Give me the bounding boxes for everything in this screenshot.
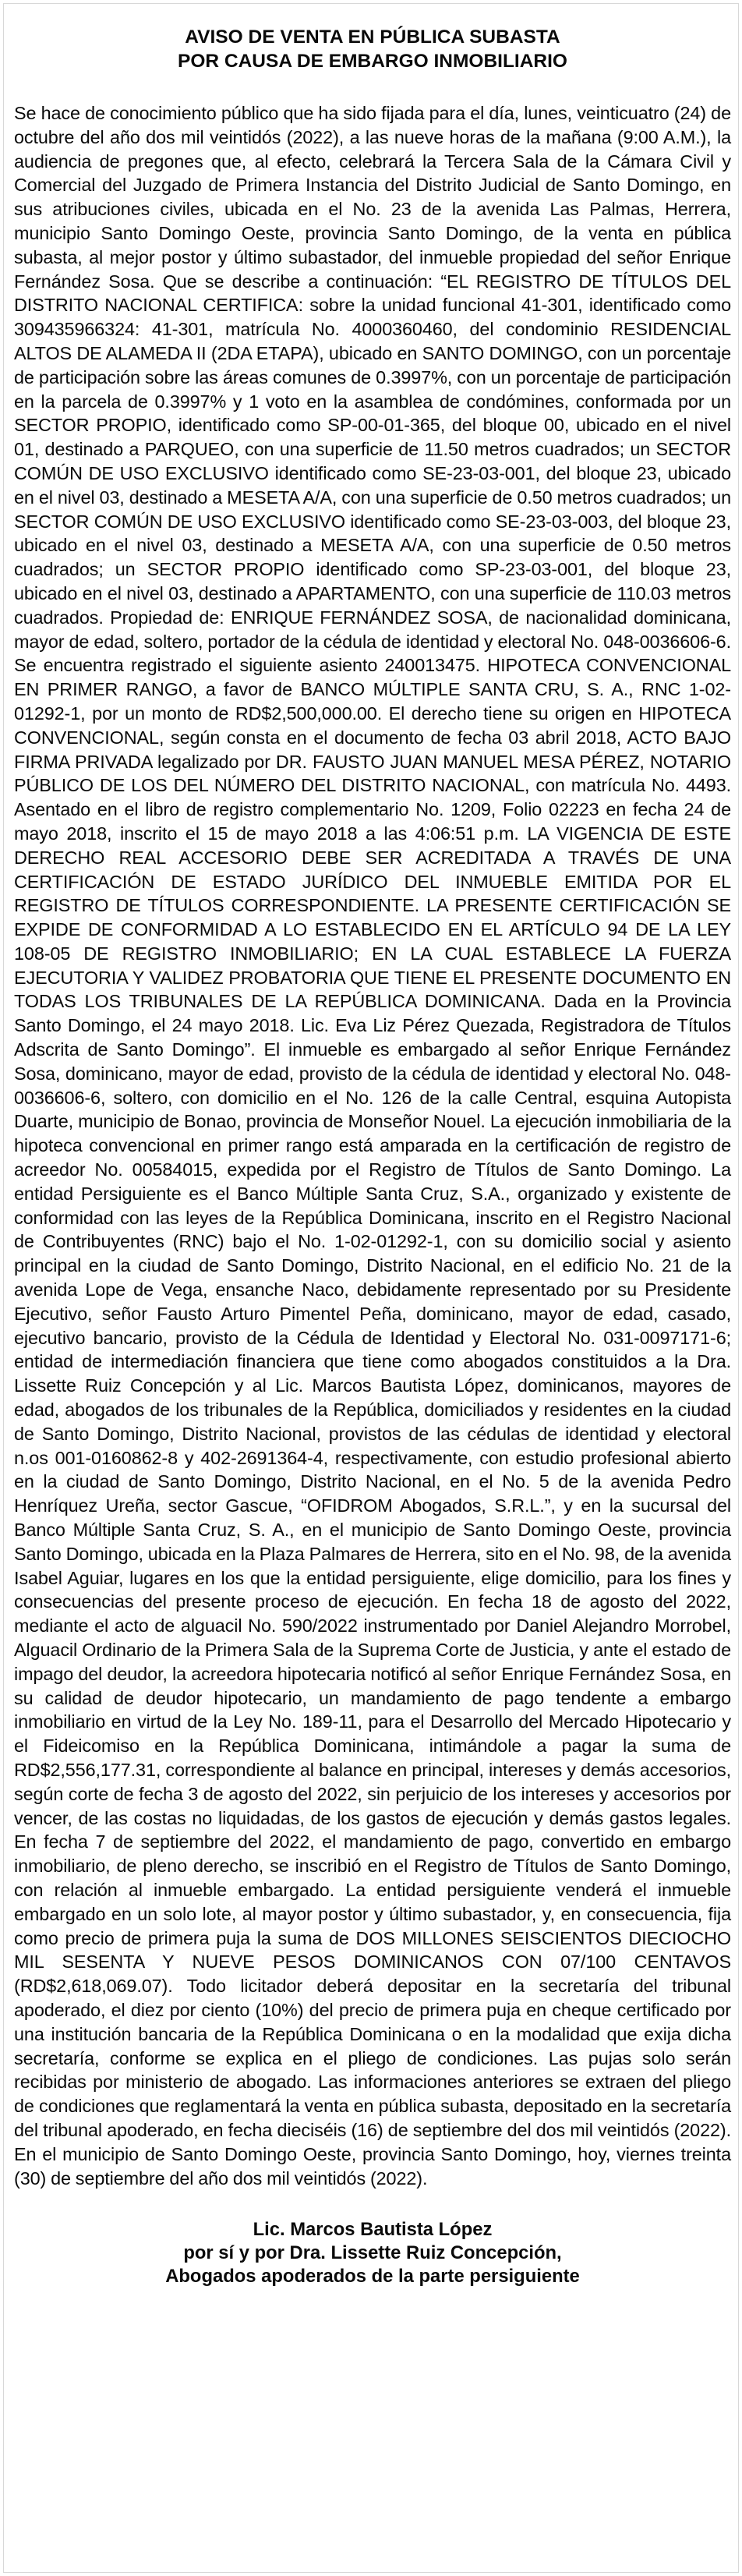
signature-block [14,2218,731,2288]
notice-body: Se hace de conocimiento público que ha sido fijada para el día, lunes, veinticuatro (24) de octubre del año dos mil veintidós (2022), a las nueve horas de la mañana (9:00 A.M.), la audiencia de pregones que, al efecto, celebrará la Tercera Sala de la Cámara Civil y Comercial del Juzgado de Primera Instancia del Distrito Judicial de Santo Domingo, en sus atribuciones civiles, ubicada en el No. 23 de la avenida Las Palmas, Herrera, municipio Santo Domingo Oeste, provincia Santo Domingo, de la venta en pública subasta, al mejor postor y último subastador, del inmueble propiedad del señor Enrique Fernández Sosa. Que se describe a continuación: “EL REGISTRO DE TÍTULOS DEL DISTRITO NACIONAL CERTIFICA: sobre la unidad funcional 41-301, identificado como 309435966324: 41-301, matrícula No. 4000360460, del condominio RESIDENCIAL ALTOS DE ALAMEDA II (2DA ETAPA), ubicado en SANTO DOMINGO, con un porcentaje de participación sobre las áreas comunes de 0.3997%, con un porcentaje de participación en la parcela de 0.3997% y 1 voto en la asamblea de condómines, conformada por un SECTOR PROPIO, identificado como SP-00-01-365, del bloque 00, ubicado en el nivel 01, destinado a PARQUEO, con una superficie de 11.50 metros cuadrados; un SECTOR COMÚN DE USO EXCLUSIVO identificado como SE-23-03-001, del bloque 23, ubicado en el nivel 03, destinado a MESETA A/A, con una superficie de 0.50 metros cuadrados; un SECTOR COMÚN DE USO EXCLUSIVO identificado como SE-23-03-003, del bloque 23, ubicado en el nivel 03, destinado a MESETA A/A, con una superficie de 0.50 metros cuadrados; un SECTOR PROPIO identificado como SP-23-03-001, del bloque 23, ubicado en el nivel 03, destinado a APARTAMENTO, con una superficie de 110.03 metros cuadrados. Propiedad de: ENRIQUE FERNÁNDEZ SOSA, de nacionalidad dominicana, mayor de edad, soltero, portador de la cédula de identidad y electoral No. 048-0036606-6. Se encuentra registrado el siguiente asiento 240013475. HIPOTECA CONVENCIONAL EN PRIMER RANGO, a favor de BANCO MÚLTIPLE SANTA CRU, S. A., RNC 1-02-01292-1, por un monto de RD$2,500,000.00. El derecho tiene su origen en HIPOTECA CONVENCIONAL, según consta en el documento de fecha 03 abril 2018, ACTO BAJO FIRMA PRIVADA legalizado por DR. FAUSTO JUAN MANUEL MESA PÉREZ, NOTARIO PÚBLICO DE LOS DEL NÚMERO DEL DISTRITO NACIONAL, con matrícula No. 4493. Asentado en el libro de registro complementario No. 1209, Folio 02223 en fecha 24 de mayo 2018, inscrito el 15 de mayo 2018 a las 4:06:51 p.m. LA VIGENCIA DE ESTE DERECHO REAL ACCESORIO DEBE SER ACREDITADA A TRAVÉS DE UNA CERTIFICACIÓN DE ESTADO JURÍDICO DEL INMUEBLE EMITIDA POR EL REGISTRO DE TÍTULOS CORRESPONDIENTE. LA PRESENTE CERTIFICACIÓN SE EXPIDE DE CONFORMIDAD A LO ESTABLECIDO EN EL ARTÍCULO 94 DE LA LEY 108-05 DE REGISTRO INMOBILIARIO; EN LA CUAL ESTABLECE LA FUERZA EJECUTORIA Y VALIDEZ PROBATORIA QUE TIENE EL PRESENTE DOCUMENTO EN TODAS LOS TRIBUNALES DE LA REPÚBLICA DOMINICANA. Dada en la Provincia Santo Domingo, el 24 mayo 2018. Lic. Eva Liz Pérez Quezada, Registradora de Títulos Adscrita de Santo Domingo”. El inmueble es embargado al señor Enrique Fernández Sosa, dominicano, mayor de edad, provisto de la cédula de identidad y electoral No. 048-0036606-6, soltero, con domicilio en el No. 126 de la calle Central, esquina Autopista Duarte, municipio de Bonao, provincia de Monseñor Nouel. La ejecución inmobiliaria de la hipoteca convencional en primer rango está amparada en la certificación de registro de acreedor No. 00584015, expedida por el Registro de Títulos de Santo Domingo. La entidad Persiguiente es el Banco Múltiple Santa Cruz, S.A., organizado y existente de conformidad con las leyes de la República Dominicana, inscrito en el Registro Nacional de Contribuyentes (RNC) bajo el No. 1-02-01292-1, con su domicilio social y asiento principal en la ciudad de Santo Domingo, Distrito Nacional, en el edificio No. 21 de la avenida Lope de Vega, ensanche Naco, debidamente representado por su Presidente Ejecutivo, señor Fausto Arturo Pimentel Peña, dominicano, mayor de edad, casado, ejecutivo bancario, provisto de la Cédula de Identidad y Electoral No. 031-0097171-6; entidad de intermediación financiera que tiene como abogados constituidos a la Dra. Lissette Ruiz Concepción y al Lic. Marcos Bautista López, dominicanos, mayores de edad, abogados de los tribunales de la República, domiciliados y residentes en la ciudad de Santo Domingo, Distrito Nacional, provistos de las cédulas de identidad y electoral n.os 001-0160862-8 y 402-2691364-4, respectivamente, con estudio profesional abierto en la ciudad de Santo Domingo, Distrito Nacional, en el No. 5 de la avenida Pedro Henríquez Ureña, sector Gascue, “OFIDROM Abogados, S.R.L.”, y en la sucursal del Banco Múltiple Santa Cruz, S. A., en el municipio de Santo Domingo Oeste, provincia Santo Domingo, ubicada en la Plaza Palmares de Herrera, sito en el No. 98, de la avenida Isabel Aguiar, lugares en los que la entidad persiguiente, elige domicilio, para los fines y consecuencias del presente proceso de ejecución. En fecha 18 de agosto del 2022, mediante el acto de alguacil No. 590/2022 instrumentado por Daniel Alejandro Morrobel, Alguacil Ordinario de la Primera Sala de la Suprema Corte de Justicia, y ante el estado de impago del deudor, la acreedora hipotecaria notificó al señor Enrique Fernández Sosa, en su calidad de deudor hipotecario, un mandamiento de pago tendente a embargo inmobiliario en virtud de la Ley No. 189-11, para el Desarrollo del Mercado Hipotecario y el Fideicomiso en la República Dominicana, intimándole a pagar la suma de RD$2,556,177.31, correspondiente al balance en principal, intereses y demás accesorios, según corte de fecha 3 de agosto del 2022, sin perjuicio de los intereses y accesorios por vencer, de las costas no liquidadas, de los gastos de ejecución y demás gastos legales. En fecha 7 de septiembre del 2022, el mandamiento de pago, convertido en embargo inmobiliario, de pleno derecho, se inscribió en el Registro de Títulos de Santo Domingo, con relación al inmueble embargado. La entidad persiguiente venderá el inmueble embargado en un solo lote, al mayor postor y último subastador, y, en consecuencia, fija como precio de primera puja la suma de DOS MILLONES SEISCIENTOS DIECIOCHO MIL SESENTA Y NUEVE PESOS DOMINICANOS CON 07/100 CENTAVOS (RD$2,618,069.07). Todo licitador deberá depositar en la secretaría del tribunal apoderado, el diez por ciento (10%) del precio de primera puja en cheque certificado por una institución bancaria de la República Dominicana o en la modalidad que exija dicha secretaría, conforme se explica en el pliego de condiciones. Las pujas solo serán recibidas por ministerio de abogado. Las informaciones anteriores se extraen del pliego de condiciones que reglamentará la venta en pública subasta, depositado en la secretaría del tribunal apoderado, en fecha dieciséis (16) de septiembre del dos mil veintidós (2022). En el municipio de Santo Domingo Oeste, provincia Santo Domingo, hoy, viernes treinta (30) de septiembre del año dos mil veintidós (2022). [14,103,731,2189]
signature-on-behalf: por sí y por Dra. Lissette Ruiz Concepción, [183,2242,562,2264]
signature-name: Lic. Marcos Bautista López [253,2219,493,2241]
notice-title [14,25,731,73]
signature-role: Abogados apoderados de la parte persiguiente [165,2266,580,2288]
title-line-2: POR CAUSA DE EMBARGO INMOBILIARIO [178,51,567,72]
title-line-1: AVISO DE VENTA EN PÚBLICA SUBASTA [185,27,560,48]
